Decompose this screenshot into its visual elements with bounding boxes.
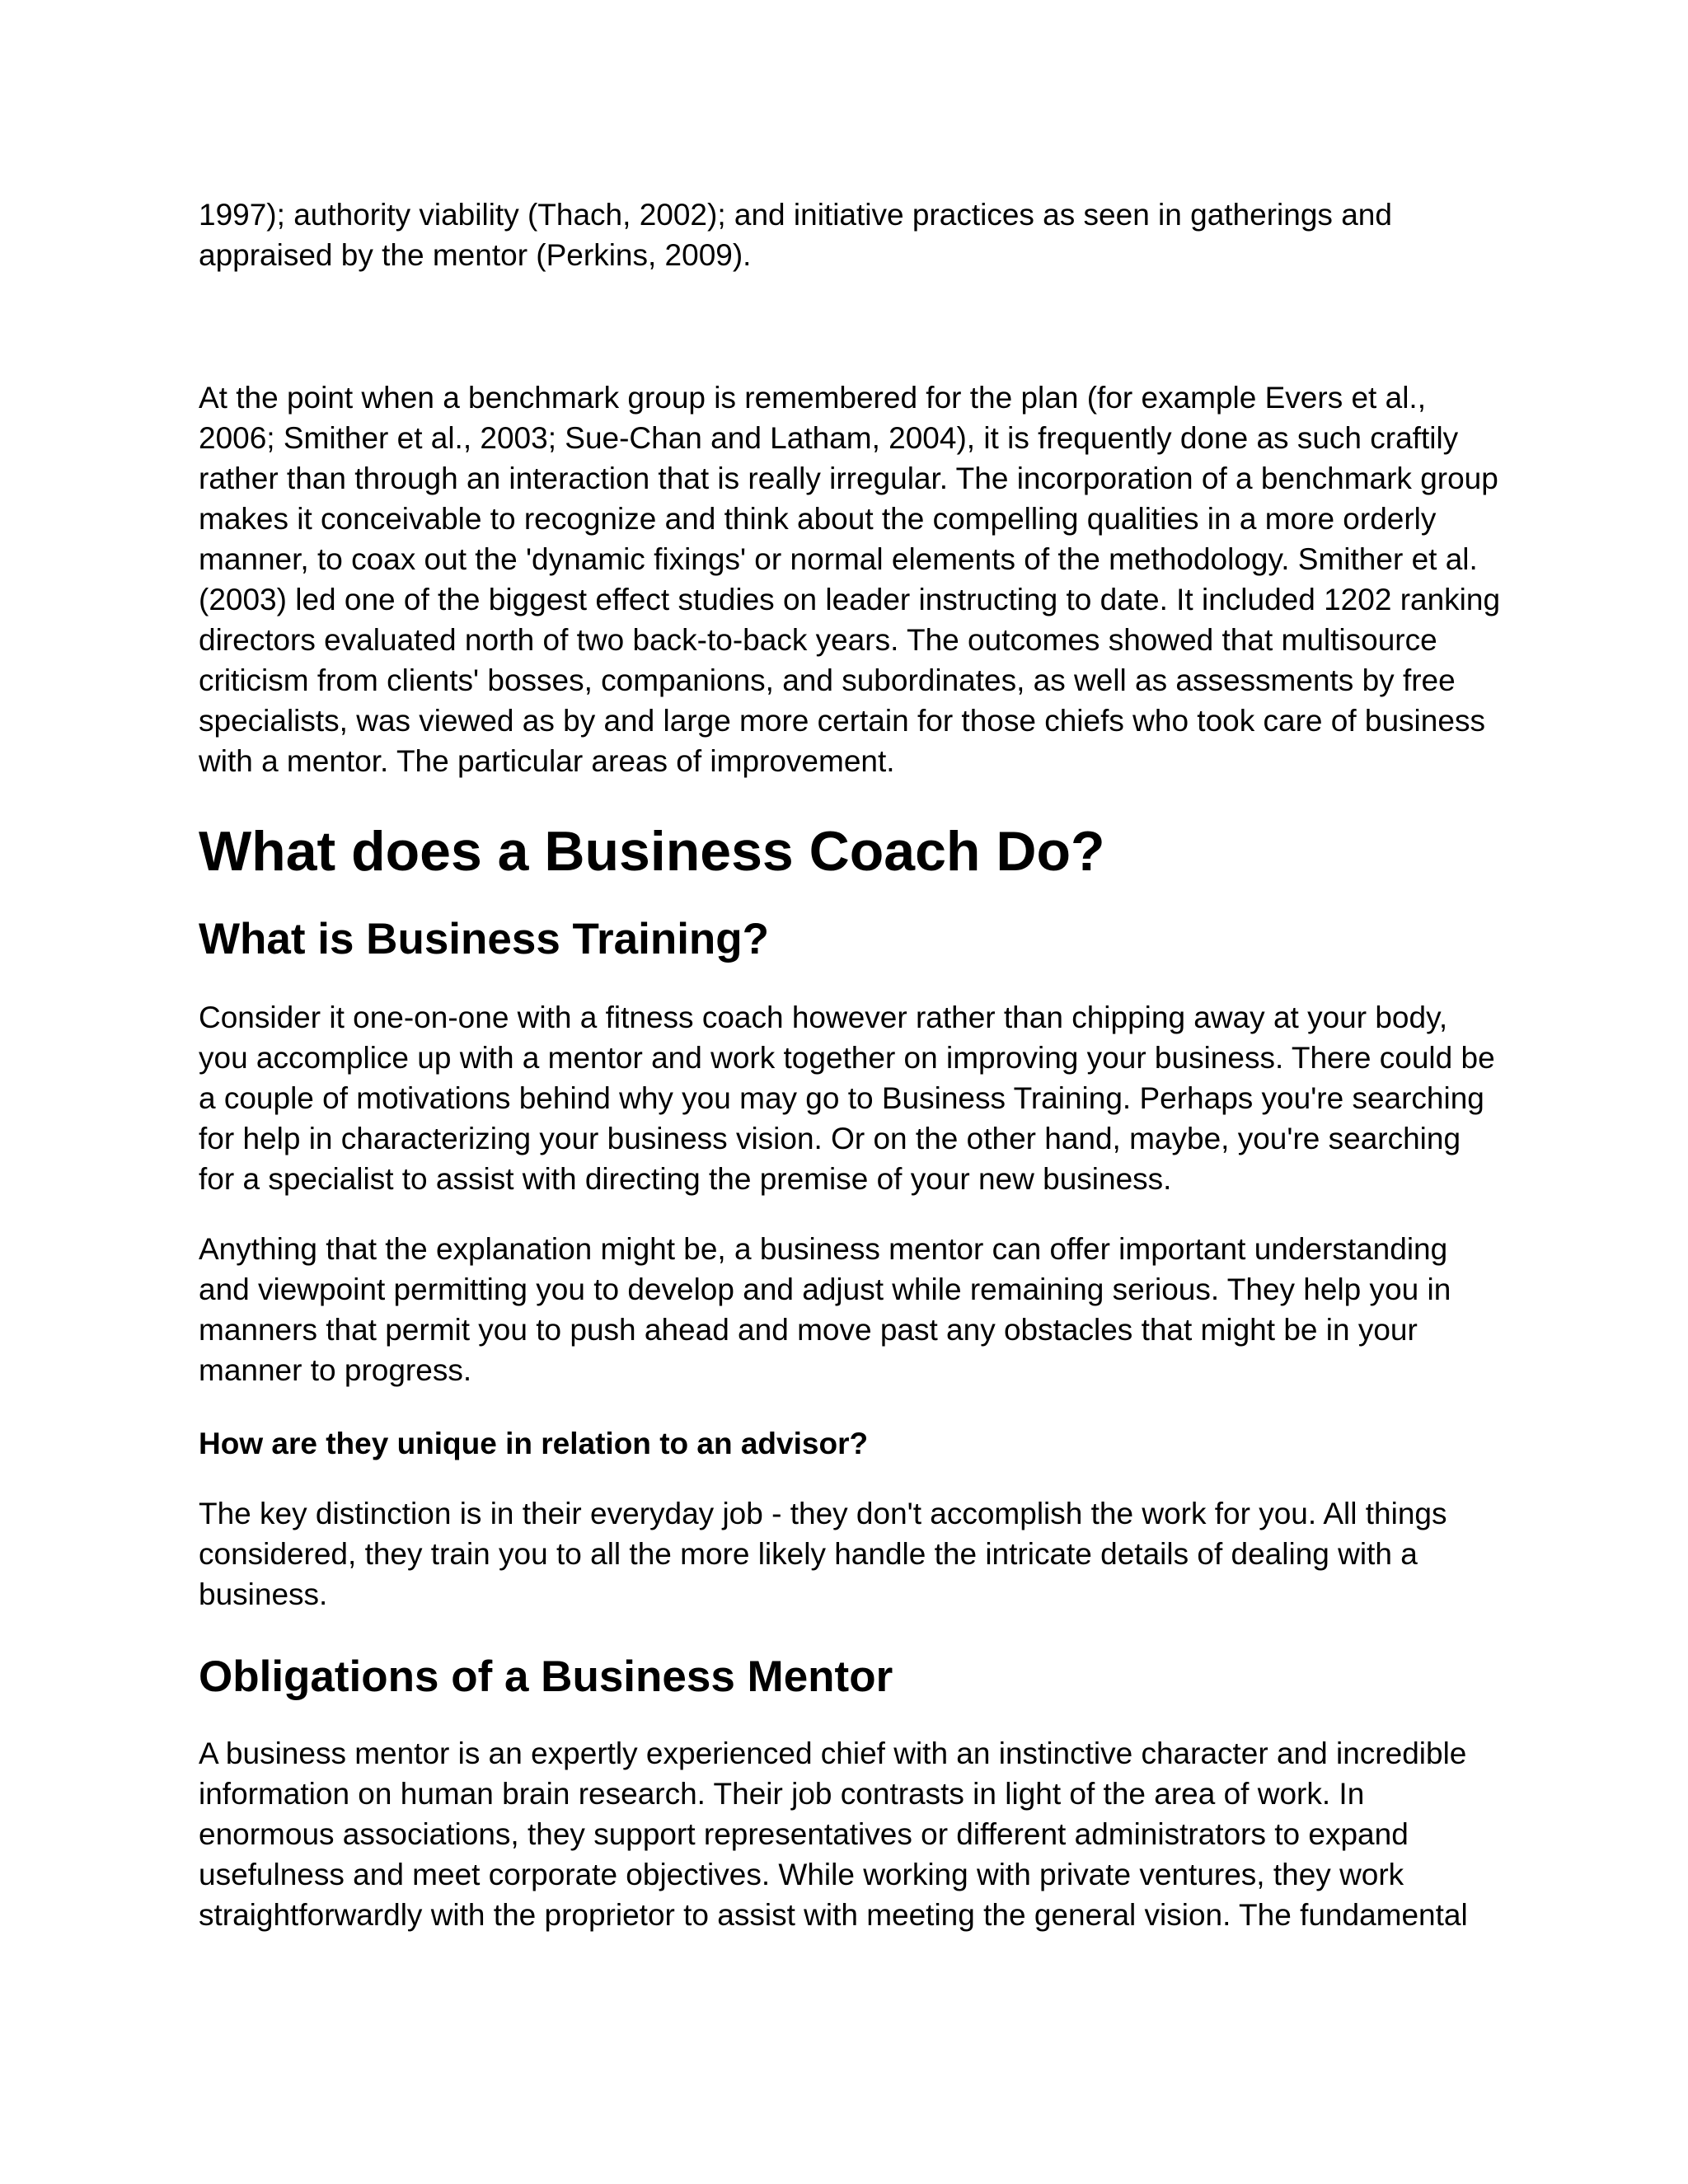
spacer <box>199 1390 1501 1423</box>
spacer <box>199 885 1501 913</box>
subsection-heading-advisor: How are they unique in relation to an advisor? <box>199 1427 869 1460</box>
business-training-paragraph-1: Consider it one-on-one with a fitness coach however rather than chipping away at your body, you accomplice up with a mentor and work together on improving your business. There could be a couple of motivations behind why you may go to Business Training. Perhaps you're searching for help in characterizing your business vision. Or on the other hand, maybe, you're searching for a specialist to assist with directing the premise of your new business. <box>199 1001 1495 1196</box>
benchmark-paragraph: At the point when a benchmark group is remembered for the plan (for example Evers et al., 2006; Smither et al., 2003; Sue-Chan and Latham, 2004), it is frequently done as such craftily rather than through an interaction that is really irregular. The incorporation of a benchmark group makes it conceivable to recognize and think about the compelling qualities in a more orderly manner, to coax out the 'dynamic fixings' or normal elements of the methodology. Smither et al. (2003) led one of the biggest effect studies on leader instructing to date. It included 1202 ranking directors evaluated north of two back-to-back years. The outcomes showed that multisource criticism from clients' bosses, companions, and subordinates, as well as assessments by free specialists, was viewed as by and large more certain for those chiefs who took care of business with a mentor. The particular areas of improvement. <box>199 381 1501 778</box>
spacer <box>199 1199 1501 1229</box>
spacer <box>199 1464 1501 1493</box>
document-body <box>199 194 1501 1935</box>
section-heading-business-training: What is Business Training? <box>199 915 770 963</box>
main-heading: What does a Business Coach Do? <box>199 820 1105 883</box>
spacer <box>199 1615 1501 1651</box>
spacer <box>199 966 1501 997</box>
spacer <box>199 275 1501 377</box>
advisor-paragraph: The key distinction is in their everyday job - they don't accomplish the work for you. All things considered, they train you to all the more likely handle the intricate details of dealing with a business. <box>199 1497 1447 1611</box>
intro-paragraph: 1997); authority viability (Thach, 2002); and initiative practices as seen in gatherings and appraised by the mentor (Perkins, 2009). <box>199 198 1392 272</box>
obligations-paragraph: A business mentor is an expertly experienced chief with an instinctive character and incredible information on human brain research. Their job contrasts in light of the area of work. In enormous associations, they support representatives or different administrators to expand usefulness and meet corporate objectives. While working with private ventures, they work straightforwardly with the proprietor to assist with meeting the general vision. The fundamental <box>199 1736 1468 1932</box>
section-heading-obligations: Obligations of a Business Mentor <box>199 1652 893 1701</box>
spacer <box>199 1704 1501 1733</box>
spacer <box>199 781 1501 818</box>
business-training-paragraph-2: Anything that the explanation might be, a business mentor can offer important understanding and viewpoint permitting you to develop and adjust while remaining serious. They help you in manners that permit you to push ahead and move past any obstacles that might be in your manner to progress. <box>199 1232 1451 1387</box>
